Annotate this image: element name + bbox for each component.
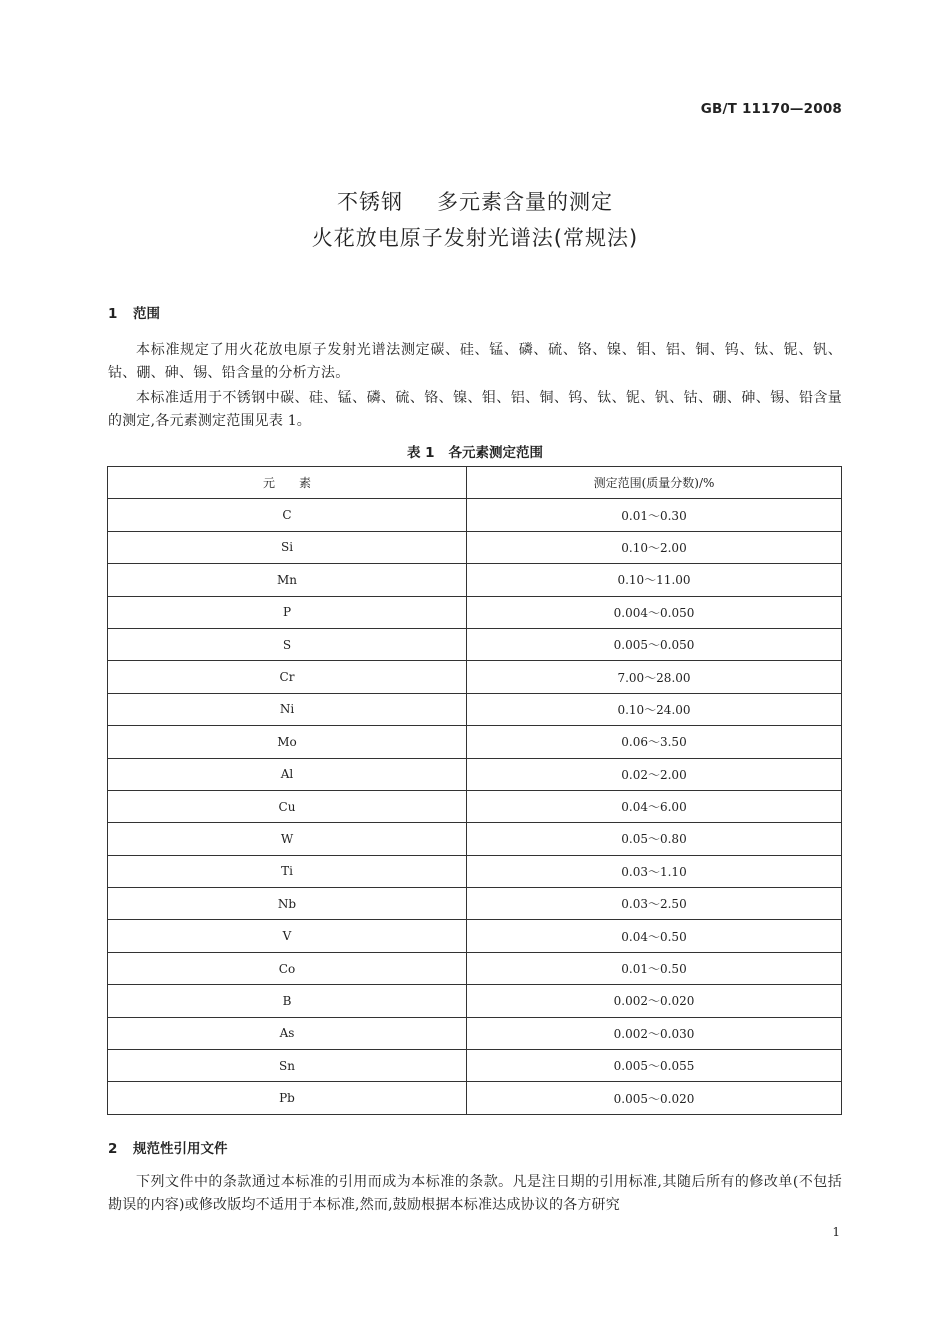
element-cell: As <box>108 1017 467 1049</box>
range-cell: 0.005～0.050 <box>467 628 842 660</box>
section-1-heading <box>108 302 160 322</box>
range-cell: 0.03～1.10 <box>467 855 842 887</box>
range-cell: 0.04～0.50 <box>467 920 842 952</box>
element-cell: Pb <box>108 1082 467 1114</box>
range-cell: 0.03～2.50 <box>467 888 842 920</box>
section-2-number: 2 <box>108 1141 118 1157</box>
table-row <box>108 985 842 1017</box>
section-2-heading <box>108 1137 228 1157</box>
element-cell: S <box>108 628 467 660</box>
table-row <box>108 823 842 855</box>
element-cell: Ni <box>108 693 467 725</box>
range-cell: 0.01～0.50 <box>467 952 842 984</box>
element-cell: Cu <box>108 790 467 822</box>
element-cell: Sn <box>108 1050 467 1082</box>
section-2-title: 规范性引用文件 <box>133 1141 228 1157</box>
section-2-paragraph-1: 下列文件中的条款通过本标准的引用而成为本标准的条款。凡是注日期的引用标准,其随后所有的修改单(不包括勘误的内容)或修改版均不适用于本标准,然而,鼓励根据本标准达成协议的各方研究 <box>108 1174 842 1213</box>
element-range-table <box>107 466 842 1115</box>
document-title-line1 <box>0 186 950 216</box>
table-row <box>108 1082 842 1114</box>
range-cell: 0.10～24.00 <box>467 693 842 725</box>
table-row <box>108 920 842 952</box>
table-row <box>108 1017 842 1049</box>
table-body <box>108 499 842 1114</box>
section-1-number: 1 <box>108 306 118 322</box>
range-cell: 0.005～0.055 <box>467 1050 842 1082</box>
range-cell: 0.004～0.050 <box>467 596 842 628</box>
element-cell: Mo <box>108 726 467 758</box>
element-cell: V <box>108 920 467 952</box>
table-1-title: 各元素测定范围 <box>448 445 544 461</box>
element-cell: W <box>108 823 467 855</box>
table-row <box>108 1050 842 1082</box>
range-cell: 0.01～0.30 <box>467 499 842 531</box>
table-row <box>108 758 842 790</box>
section-1-title: 范围 <box>133 306 160 322</box>
section-1-paragraph-1: 本标准规定了用火花放电原子发射光谱法测定碳、硅、锰、磷、硫、铬、镍、钼、铝、铜、钨、钛、铌、钒、钴、硼、砷、锡、铅含量的分析方法。 <box>108 342 842 381</box>
table-row <box>108 952 842 984</box>
element-cell: B <box>108 985 467 1017</box>
element-cell: Co <box>108 952 467 984</box>
document-title-line2: 火花放电原子发射光谱法(常规法) <box>311 226 639 250</box>
page-number: 1 <box>832 1225 840 1239</box>
table-row <box>108 726 842 758</box>
title-topic: 多元素含量的测定 <box>437 190 613 214</box>
range-cell: 7.00～28.00 <box>467 661 842 693</box>
table-row <box>108 790 842 822</box>
range-cell: 0.005～0.020 <box>467 1082 842 1114</box>
range-cell: 0.02～2.00 <box>467 758 842 790</box>
table-row <box>108 855 842 887</box>
element-cell: Ti <box>108 855 467 887</box>
header-range: 测定范围(质量分数)/% <box>467 467 842 499</box>
title-subject: 不锈钢 <box>337 190 403 214</box>
element-cell: Cr <box>108 661 467 693</box>
range-cell: 0.05～0.80 <box>467 823 842 855</box>
element-cell: Al <box>108 758 467 790</box>
table-row <box>108 661 842 693</box>
range-cell: 0.10～11.00 <box>467 564 842 596</box>
table-row <box>108 628 842 660</box>
element-cell: C <box>108 499 467 531</box>
table-row <box>108 499 842 531</box>
header-element: 元 素 <box>108 467 467 499</box>
range-cell: 0.002～0.030 <box>467 1017 842 1049</box>
table-row <box>108 888 842 920</box>
element-cell: Mn <box>108 564 467 596</box>
range-cell: 0.10～2.00 <box>467 531 842 563</box>
range-cell: 0.002～0.020 <box>467 985 842 1017</box>
table-row <box>108 531 842 563</box>
table-row <box>108 596 842 628</box>
element-cell: Si <box>108 531 467 563</box>
standard-number: GB/T 11170—2008 <box>700 101 842 117</box>
range-cell: 0.04～6.00 <box>467 790 842 822</box>
table-1-label: 表 1 <box>406 445 435 461</box>
table-header-row <box>108 467 842 499</box>
element-cell: P <box>108 596 467 628</box>
element-cell: Nb <box>108 888 467 920</box>
section-1-paragraph-2: 本标准适用于不锈钢中碳、硅、锰、磷、硫、铬、镍、钼、铝、铜、钨、钛、铌、钒、钴、硼、砷、锡、铅含量的测定,各元素测定范围见表 1。 <box>108 390 842 429</box>
table-row <box>108 564 842 596</box>
table-1-caption <box>0 441 950 461</box>
range-cell: 0.06～3.50 <box>467 726 842 758</box>
table-row <box>108 693 842 725</box>
